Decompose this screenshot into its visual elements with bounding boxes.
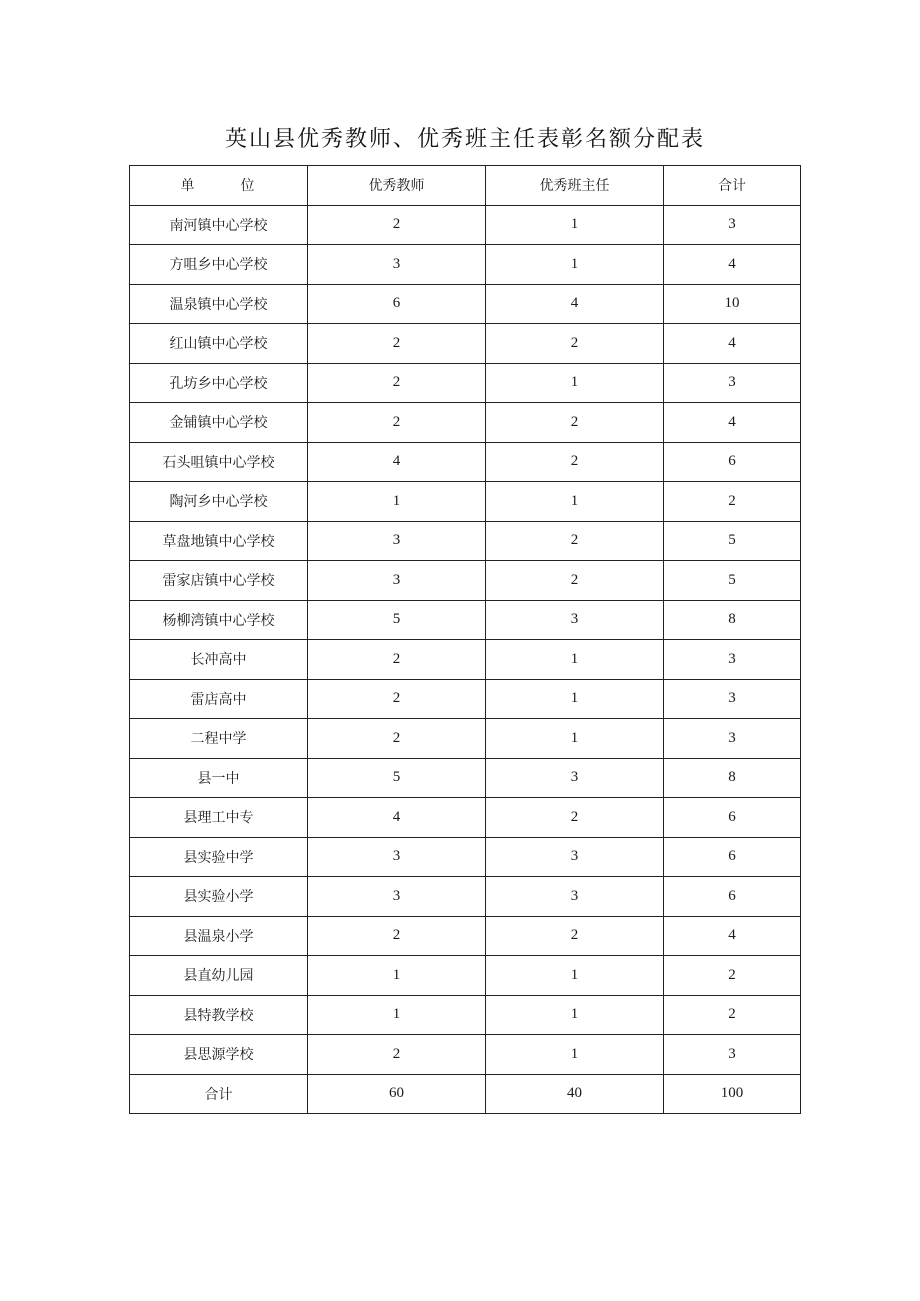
total-count-cell: 3 xyxy=(664,205,801,245)
unit-cell: 雷店高中 xyxy=(130,679,308,719)
table-header-row xyxy=(130,166,801,206)
table-row xyxy=(130,363,801,403)
total-count-cell: 2 xyxy=(664,995,801,1035)
unit-cell: 方咀乡中心学校 xyxy=(130,245,308,285)
head-teacher-count-cell: 2 xyxy=(486,442,664,482)
table-row xyxy=(130,877,801,917)
summary-total-cell: 100 xyxy=(664,1074,801,1114)
table-row xyxy=(130,719,801,759)
head-teacher-count-cell: 1 xyxy=(486,205,664,245)
teacher-count-cell: 5 xyxy=(308,758,486,798)
head-teacher-count-cell: 4 xyxy=(486,284,664,324)
head-teacher-count-cell: 2 xyxy=(486,403,664,443)
teacher-count-cell: 2 xyxy=(308,640,486,680)
table-row xyxy=(130,758,801,798)
teacher-count-cell: 1 xyxy=(308,482,486,522)
unit-cell: 南河镇中心学校 xyxy=(130,205,308,245)
teacher-count-cell: 2 xyxy=(308,403,486,443)
header-head-teacher: 优秀班主任 xyxy=(486,166,664,206)
head-teacher-count-cell: 2 xyxy=(486,324,664,364)
unit-cell: 温泉镇中心学校 xyxy=(130,284,308,324)
teacher-count-cell: 3 xyxy=(308,561,486,601)
table-row xyxy=(130,640,801,680)
head-teacher-count-cell: 2 xyxy=(486,561,664,601)
head-teacher-count-cell: 3 xyxy=(486,877,664,917)
total-count-cell: 10 xyxy=(664,284,801,324)
head-teacher-count-cell: 1 xyxy=(486,245,664,285)
head-teacher-count-cell: 1 xyxy=(486,995,664,1035)
unit-cell: 县温泉小学 xyxy=(130,916,308,956)
unit-cell: 二程中学 xyxy=(130,719,308,759)
unit-cell: 县一中 xyxy=(130,758,308,798)
head-teacher-count-cell: 1 xyxy=(486,363,664,403)
total-count-cell: 3 xyxy=(664,719,801,759)
teacher-count-cell: 4 xyxy=(308,442,486,482)
total-count-cell: 6 xyxy=(664,442,801,482)
total-count-cell: 3 xyxy=(664,679,801,719)
summary-unit-cell: 合计 xyxy=(130,1074,308,1114)
total-count-cell: 2 xyxy=(664,956,801,996)
table-row xyxy=(130,284,801,324)
total-count-cell: 6 xyxy=(664,837,801,877)
unit-cell: 雷家店镇中心学校 xyxy=(130,561,308,601)
table-row xyxy=(130,205,801,245)
table-row xyxy=(130,995,801,1035)
table-row xyxy=(130,679,801,719)
unit-cell: 石头咀镇中心学校 xyxy=(130,442,308,482)
summary-head-teacher-cell: 40 xyxy=(486,1074,664,1114)
teacher-count-cell: 2 xyxy=(308,205,486,245)
header-teacher: 优秀教师 xyxy=(308,166,486,206)
header-total: 合计 xyxy=(664,166,801,206)
head-teacher-count-cell: 1 xyxy=(486,1035,664,1075)
unit-cell: 孔坊乡中心学校 xyxy=(130,363,308,403)
table-row xyxy=(130,956,801,996)
unit-cell: 县直幼儿园 xyxy=(130,956,308,996)
teacher-count-cell: 5 xyxy=(308,600,486,640)
head-teacher-count-cell: 3 xyxy=(486,837,664,877)
table-body xyxy=(130,205,801,1074)
total-count-cell: 5 xyxy=(664,521,801,561)
total-count-cell: 6 xyxy=(664,798,801,838)
total-count-cell: 4 xyxy=(664,916,801,956)
table-row xyxy=(130,1035,801,1075)
teacher-count-cell: 1 xyxy=(308,956,486,996)
teacher-count-cell: 6 xyxy=(308,284,486,324)
teacher-count-cell: 2 xyxy=(308,719,486,759)
total-count-cell: 4 xyxy=(664,403,801,443)
total-count-cell: 8 xyxy=(664,600,801,640)
head-teacher-count-cell: 2 xyxy=(486,798,664,838)
unit-cell: 金铺镇中心学校 xyxy=(130,403,308,443)
total-count-cell: 3 xyxy=(664,1035,801,1075)
table-row xyxy=(130,521,801,561)
total-count-cell: 3 xyxy=(664,640,801,680)
table-row xyxy=(130,837,801,877)
table-row xyxy=(130,324,801,364)
unit-cell: 陶河乡中心学校 xyxy=(130,482,308,522)
head-teacher-count-cell: 1 xyxy=(486,956,664,996)
head-teacher-count-cell: 3 xyxy=(486,600,664,640)
allocation-table xyxy=(129,165,801,1114)
unit-cell: 县实验小学 xyxy=(130,877,308,917)
unit-cell: 红山镇中心学校 xyxy=(130,324,308,364)
teacher-count-cell: 3 xyxy=(308,521,486,561)
unit-cell: 县实验中学 xyxy=(130,837,308,877)
table-row xyxy=(130,916,801,956)
teacher-count-cell: 2 xyxy=(308,324,486,364)
head-teacher-count-cell: 1 xyxy=(486,679,664,719)
head-teacher-count-cell: 1 xyxy=(486,719,664,759)
header-unit-part2: 位 xyxy=(240,178,257,195)
table-row xyxy=(130,403,801,443)
total-count-cell: 5 xyxy=(664,561,801,601)
table-row xyxy=(130,245,801,285)
head-teacher-count-cell: 2 xyxy=(486,916,664,956)
teacher-count-cell: 2 xyxy=(308,916,486,956)
table-row xyxy=(130,482,801,522)
head-teacher-count-cell: 1 xyxy=(486,640,664,680)
header-unit xyxy=(130,166,308,206)
teacher-count-cell: 3 xyxy=(308,877,486,917)
unit-cell: 长冲高中 xyxy=(130,640,308,680)
teacher-count-cell: 2 xyxy=(308,1035,486,1075)
total-count-cell: 6 xyxy=(664,877,801,917)
total-count-cell: 2 xyxy=(664,482,801,522)
table-row xyxy=(130,600,801,640)
total-count-cell: 4 xyxy=(664,324,801,364)
header-unit-part1: 单 xyxy=(180,178,197,195)
total-count-cell: 8 xyxy=(664,758,801,798)
head-teacher-count-cell: 1 xyxy=(486,482,664,522)
teacher-count-cell: 3 xyxy=(308,837,486,877)
unit-cell: 县理工中专 xyxy=(130,798,308,838)
total-count-cell: 4 xyxy=(664,245,801,285)
table-row xyxy=(130,561,801,601)
unit-cell: 县特教学校 xyxy=(130,995,308,1035)
unit-cell: 县思源学校 xyxy=(130,1035,308,1075)
table-row xyxy=(130,442,801,482)
teacher-count-cell: 2 xyxy=(308,363,486,403)
document-title: 英山县优秀教师、优秀班主任表彰名额分配表 xyxy=(224,127,705,152)
summary-row xyxy=(130,1074,801,1114)
table-row xyxy=(130,798,801,838)
head-teacher-count-cell: 2 xyxy=(486,521,664,561)
teacher-count-cell: 4 xyxy=(308,798,486,838)
teacher-count-cell: 1 xyxy=(308,995,486,1035)
unit-cell: 杨柳湾镇中心学校 xyxy=(130,600,308,640)
summary-teacher-cell: 60 xyxy=(308,1074,486,1114)
teacher-count-cell: 3 xyxy=(308,245,486,285)
head-teacher-count-cell: 3 xyxy=(486,758,664,798)
unit-cell: 草盘地镇中心学校 xyxy=(130,521,308,561)
teacher-count-cell: 2 xyxy=(308,679,486,719)
total-count-cell: 3 xyxy=(664,363,801,403)
